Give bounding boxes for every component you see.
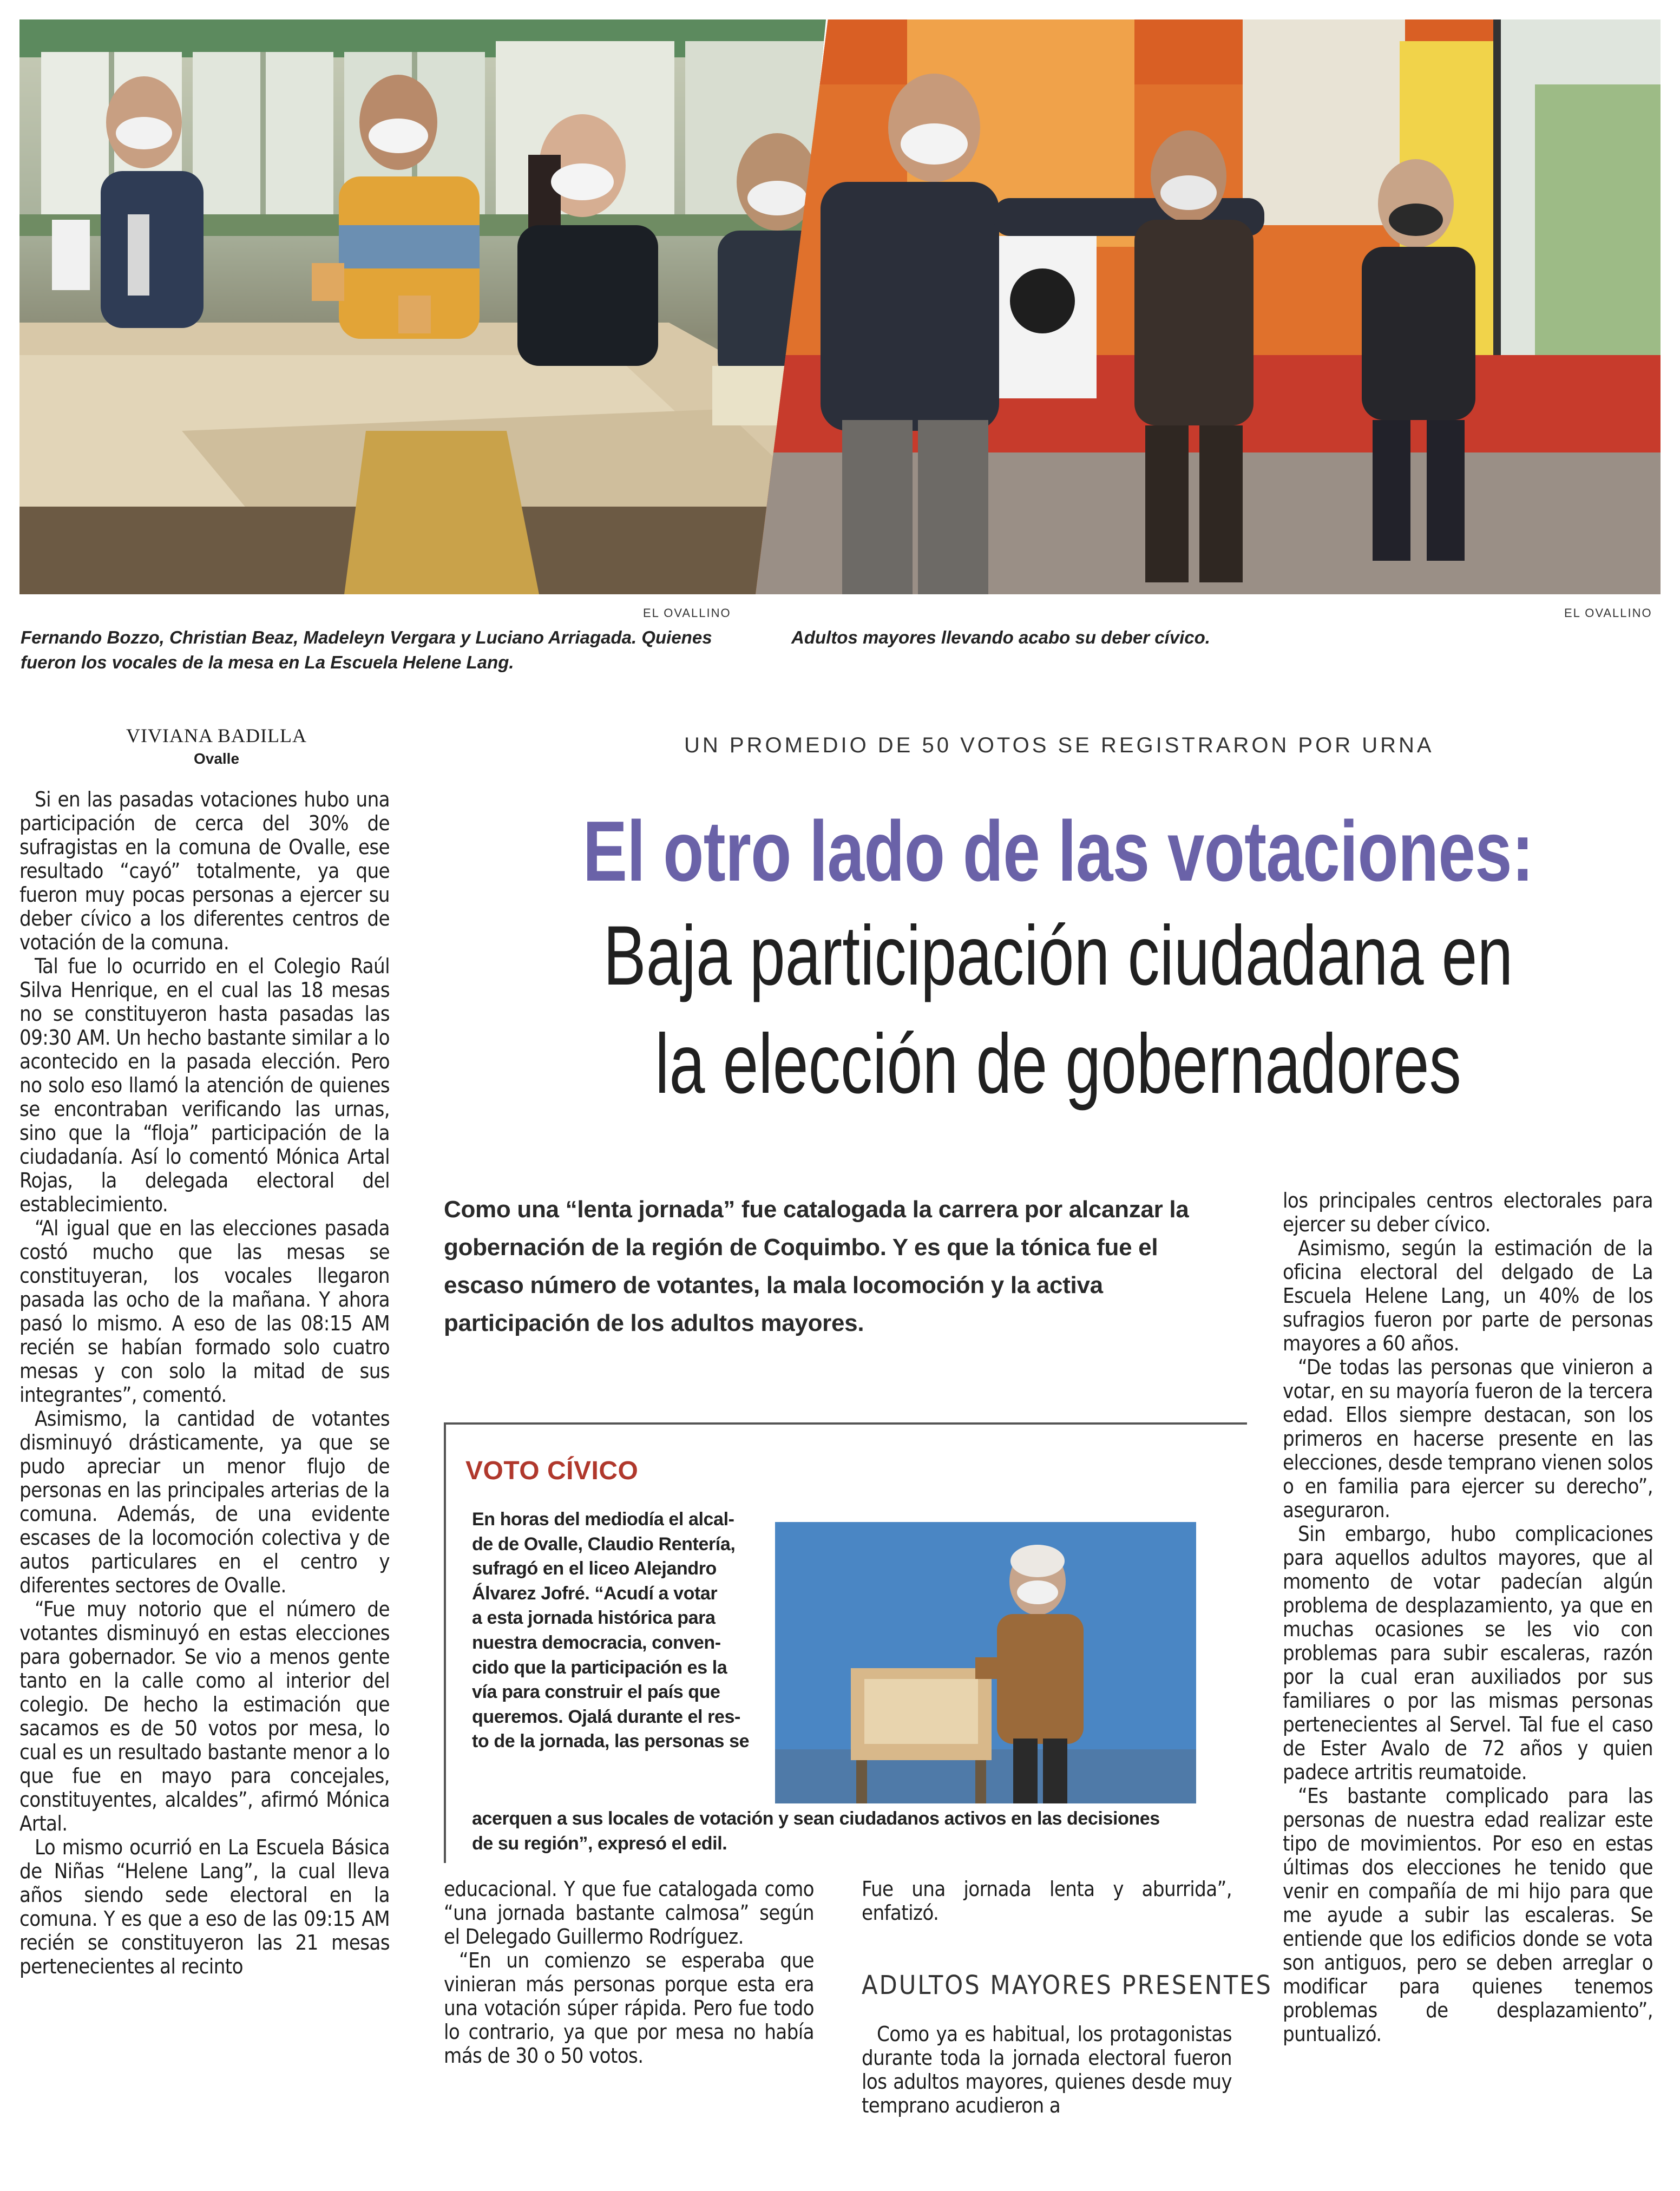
sidebar-text-line: de su región”, expresó el edil. [472,1833,727,1854]
author-name: VIVIANA BADILLA [126,725,307,746]
mayor-voting-photo [775,1522,1196,1803]
sidebar-text-line: vía para construir el país que [472,1682,720,1703]
sidebar-text-line: queremos. Ojalá durante el res- [472,1706,740,1727]
sidebar-text-line: to de la jornada, las personas se [472,1731,750,1752]
sidebar-text-line: Álvarez Jofré. “Acudí a votar [472,1583,718,1604]
col4-paragraph: “Es bastante complicado para las personas de nuestra edad realizar este tipo de movimientos. Por eso en estas últimas dos elecciones he tenido que venir en compañía de mi hijo para que me ayude a subir las escaleras. Se entiende que los edificios donde se vota son antiguos, pero se deben arreglar o modificar para quienes tenemos problemas de desplazamiento”, puntualizó. [1283,1784,1653,2046]
sidebar-title: VOTO CÍVICO [465,1457,639,1485]
sidebar-text-line: sufragó en el liceo Alejandro [472,1558,717,1579]
headline [444,805,1672,1118]
sidebar-text-line: a esta jornada histórica para [472,1608,716,1629]
mayor-voting-scene [775,1522,1196,1803]
voting-center-photo [756,19,1661,594]
column-4 [1283,1189,1653,2046]
headline-line-1: El otro lado de las votaciones: [582,804,1534,899]
voting-center-scene [756,19,1661,594]
col4-paragraph: “De todas las personas que vinieron a votar, en su mayoría fueron de la tercera edad. Ellos siempre destacan, son los primeros en hacerse presente en las elecciones, desde temprano vienen solos o en familia para ejercer su derecho”, aseguraron. [1283,1355,1653,1522]
sidebar-text-bottom [472,1807,1230,1856]
kicker: UN PROMEDIO DE 50 VOTOS SE REGISTRARON POR URNA [684,733,1434,757]
sidebar-text-top [472,1507,775,1754]
column-3 [862,1877,1232,1925]
left-photo-caption: Fernando Bozzo, Christian Beaz, Madeleyn Vergara y Luciano Arriagada. Quienes fueron los vocales de la mesa en La Escuela Helene Lang. [21,627,712,672]
col1-paragraph: “Al igual que en las elecciones pasada costó mucho que las mesas se constituyeran, los vocales llegaron pasada las ocho de la mañana. Y ahora pasó lo mismo. A eso de las 08:15 AM recién se habían formado solo cuatro mesas y con solo la mitad de sus integrantes”, comentó. [19,1216,390,1407]
col1-paragraph: Lo mismo ocurrió en La Escuela Básica de Niñas “Helene Lang”, la cual lleva años siendo sede electoral en la comuna. Y es que a eso de las 09:15 AM recién se constituyeron las 21 mesas pertenecientes al recinto [19,1835,390,1978]
classroom-scene [19,19,826,594]
sidebar-text-line: En horas del mediodía el alcal- [472,1509,734,1530]
author-location: Ovalle [193,750,240,767]
col4-paragraph: los principales centros electorales para ejercer su deber cívico. [1283,1189,1653,1236]
classroom-photo [19,19,826,594]
column-3-paragraph-2: Como ya es habitual, los protagonistas durante toda la jornada electoral fueron los adultos mayores, quienes desde muy temprano acudieron a [862,2022,1232,2117]
headline-line-2: Baja participación ciudadana en [603,909,1513,1003]
col1-paragraph: “Fue muy notorio que el número de votantes disminuyó en estas elecciones para gobernador. Se vio a menos gente tanto en la calle como al interior del colegio. De hecho la estimación que sacamos es de 50 votos por mesa, lo cual es un resultado bastante menor a lo que fue en mayo para concejales, constituyentes, alcaldes”, afirmó Mónica Artal. [19,1597,390,1835]
sidebar-text-line: nuestra democracia, conven- [472,1632,721,1653]
headline-line-3: la elección de gobernadores [655,1017,1461,1111]
col1-paragraph: Si en las pasadas votaciones hubo una participación de cerca del 30% de sufragistas en la comuna de Ovalle, ese resultado “cayó” totalmente, ya que fueron muy pocas personas a ejercer su deber cívico a los diferentes centros de votación de la comuna. [19,788,390,954]
col1-paragraph: Asimismo, la cantidad de votantes disminuyó drásticamente, ya que se pudo apreciar un menor flujo de personas en las principales arterias de la comuna. Además, de una evidente escases de la locomoción colectiva y de autos particulares en el centro y diferentes sectores de Ovalle. [19,1407,390,1597]
column-3-paragraph-1: Fue una jornada lenta y aburrida”, enfatizó. [862,1877,1232,1925]
col2-paragraph: “En un comienzo se esperaba que vinieran más personas porque esta era una votación súper rápida. Pero fue todo lo contrario, ya que por mesa no había más de 30 o 50 votos. [444,1949,814,2068]
adultos-mayores-subhead: ADULTOS MAYORES PRESENTES [862,1970,1272,2000]
right-photo-caption: Adultos mayores llevando acabo su deber cívico. [791,627,1210,647]
right-photo-credit: EL OVALLINO [1564,606,1652,620]
column-1 [19,788,390,1978]
column-3-lower [862,2022,1232,2117]
col2-paragraph: educacional. Y que fue catalogada como “una jornada bastante calmosa” según el Delegado Guillermo Rodríguez. [444,1877,814,1949]
sidebar-text-line: de de Ovalle, Claudio Rentería, [472,1533,736,1554]
sidebar-text-line: acerquen a sus locales de votación y sean ciudadanos activos en las decisiones [472,1808,1160,1829]
col4-paragraph: Asimismo, según la estimación de la oficina electoral del delgado de La Escuela Helene Lang, un 40% de los sufragios fueron por parte de personas mayores a 60 años. [1283,1236,1653,1355]
col4-paragraph: Sin embargo, hubo complicaciones para aquellos adultos mayores, que al momento de votar padecían algún problema de desplazamiento, ya que en muchas ocasiones se les vio con problemas para subir escaleras, razón por la cual eran auxiliados por sus familiares o por las mismas personas pertenecientes al Servel. Tal fue el caso de Ester Avalo de 72 años y quien padece artritis reumatoide. [1283,1522,1653,1784]
byline [76,724,357,767]
sidebar-text-line: cido que la participación es la [472,1657,727,1678]
col1-paragraph: Tal fue lo ocurrido en el Colegio Raúl Silva Henrique, en el cual las 18 mesas no se constituyeron hasta pasadas las 09:30 AM. Un hecho bastante similar a lo acontecido en la pasada elección. Pero no solo eso llamó la atención de quienes se encontraban verificando las urnas, sino que la “floja” participación de la ciudadanía. Así lo comentó Mónica Artal Rojas, la delegada electoral del establecimiento. [19,954,390,1216]
lead-paragraph: Como una “lenta jornada” fue catalogada la carrera por alcanzar la gobernación de la región de Coquimbo. Y es que la tónica fue el escaso número de votantes, la mala locomoción y la activa participación de los adultos mayores. [444,1196,1189,1336]
column-2 [444,1877,814,2068]
left-photo-credit: EL OVALLINO [643,606,731,620]
